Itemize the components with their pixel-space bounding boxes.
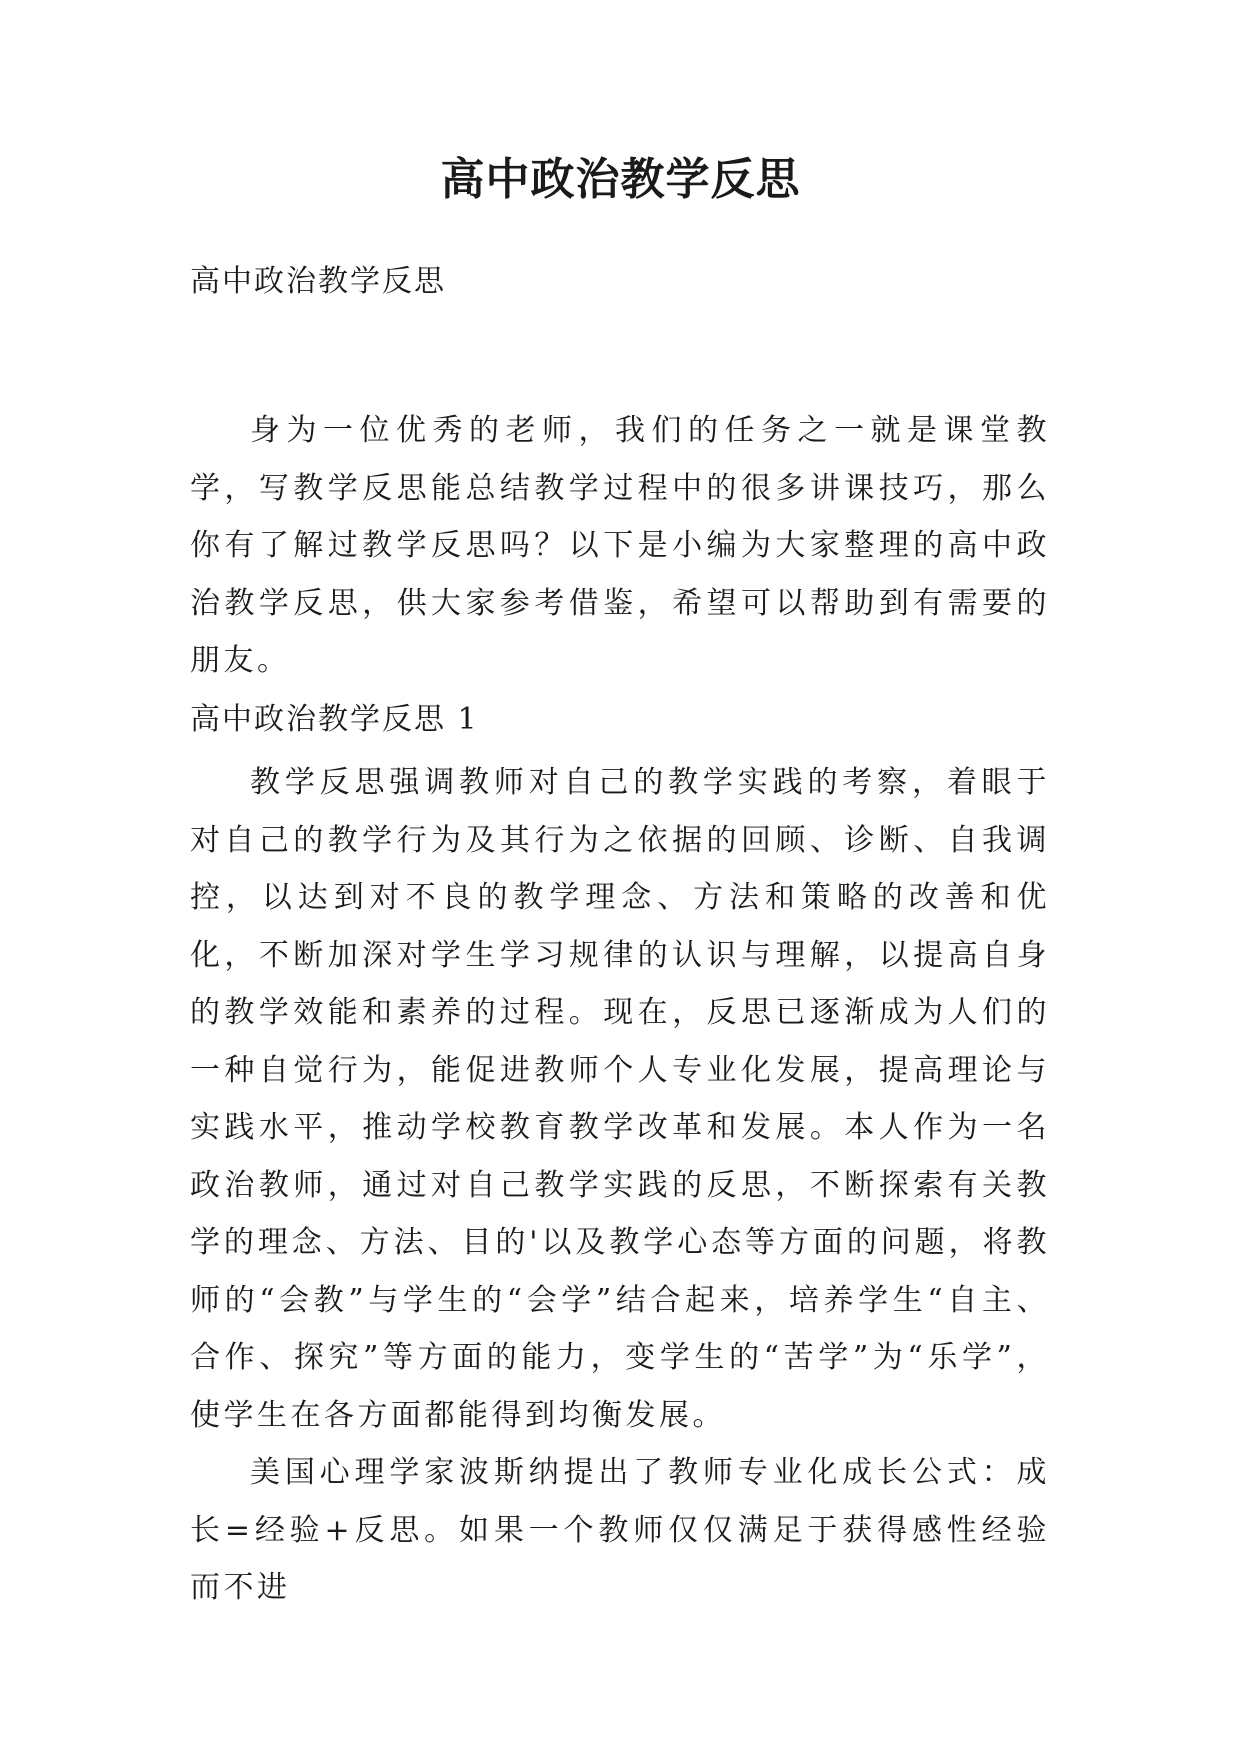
intro-block xyxy=(190,402,1050,690)
section-paragraph-1: 教学反思强调教师对自己的教学实践的考察，着眼于对自己的教学行为及其行为之依据的回顾、诊断、自我调控，以达到对不良的教学理念、方法和策略的改善和优化，不断加深对学生学习规律的认识与理解，以提高自身的教学效能和素养的过程。现在，反思已逐渐成为人们的一种自觉行为，能促进教师个人专业化发展，提高理论与实践水平，推动学校教育教学改革和发展。本人作为一名政治教师，通过对自己教学实践的反思，不断探索有关教学的理念、方法、目的'以及教学心态等方面的问题，将教师的“会教”与学生的“会学”结合起来，培养学生“自主、合作、探究”等方面的能力，变学生的“苦学”为“乐学”，使学生在各方面都能得到均衡发展。 xyxy=(190,765,1050,1433)
section-heading: 高中政治教学反思 1 xyxy=(190,702,479,737)
section-body xyxy=(190,754,1050,1617)
document-subtitle: 高中政治教学反思 xyxy=(190,264,446,299)
section-paragraph-2: 美国心理学家波斯纳提出了教师专业化成长公式：成长=经验+反思。如果一个教师仅仅满足于获得感性经验而不进 xyxy=(190,1455,1050,1605)
document-title: 高中政治教学反思 xyxy=(440,154,801,205)
intro-paragraph: 身为一位优秀的老师，我们的任务之一就是课堂教学，写教学反思能总结教学过程中的很多讲课技巧，那么你有了解过教学反思吗？以下是小编为大家整理的高中政治教学反思，供大家参考借鉴，希望可以帮助到有需要的朋友。 xyxy=(190,413,1050,678)
